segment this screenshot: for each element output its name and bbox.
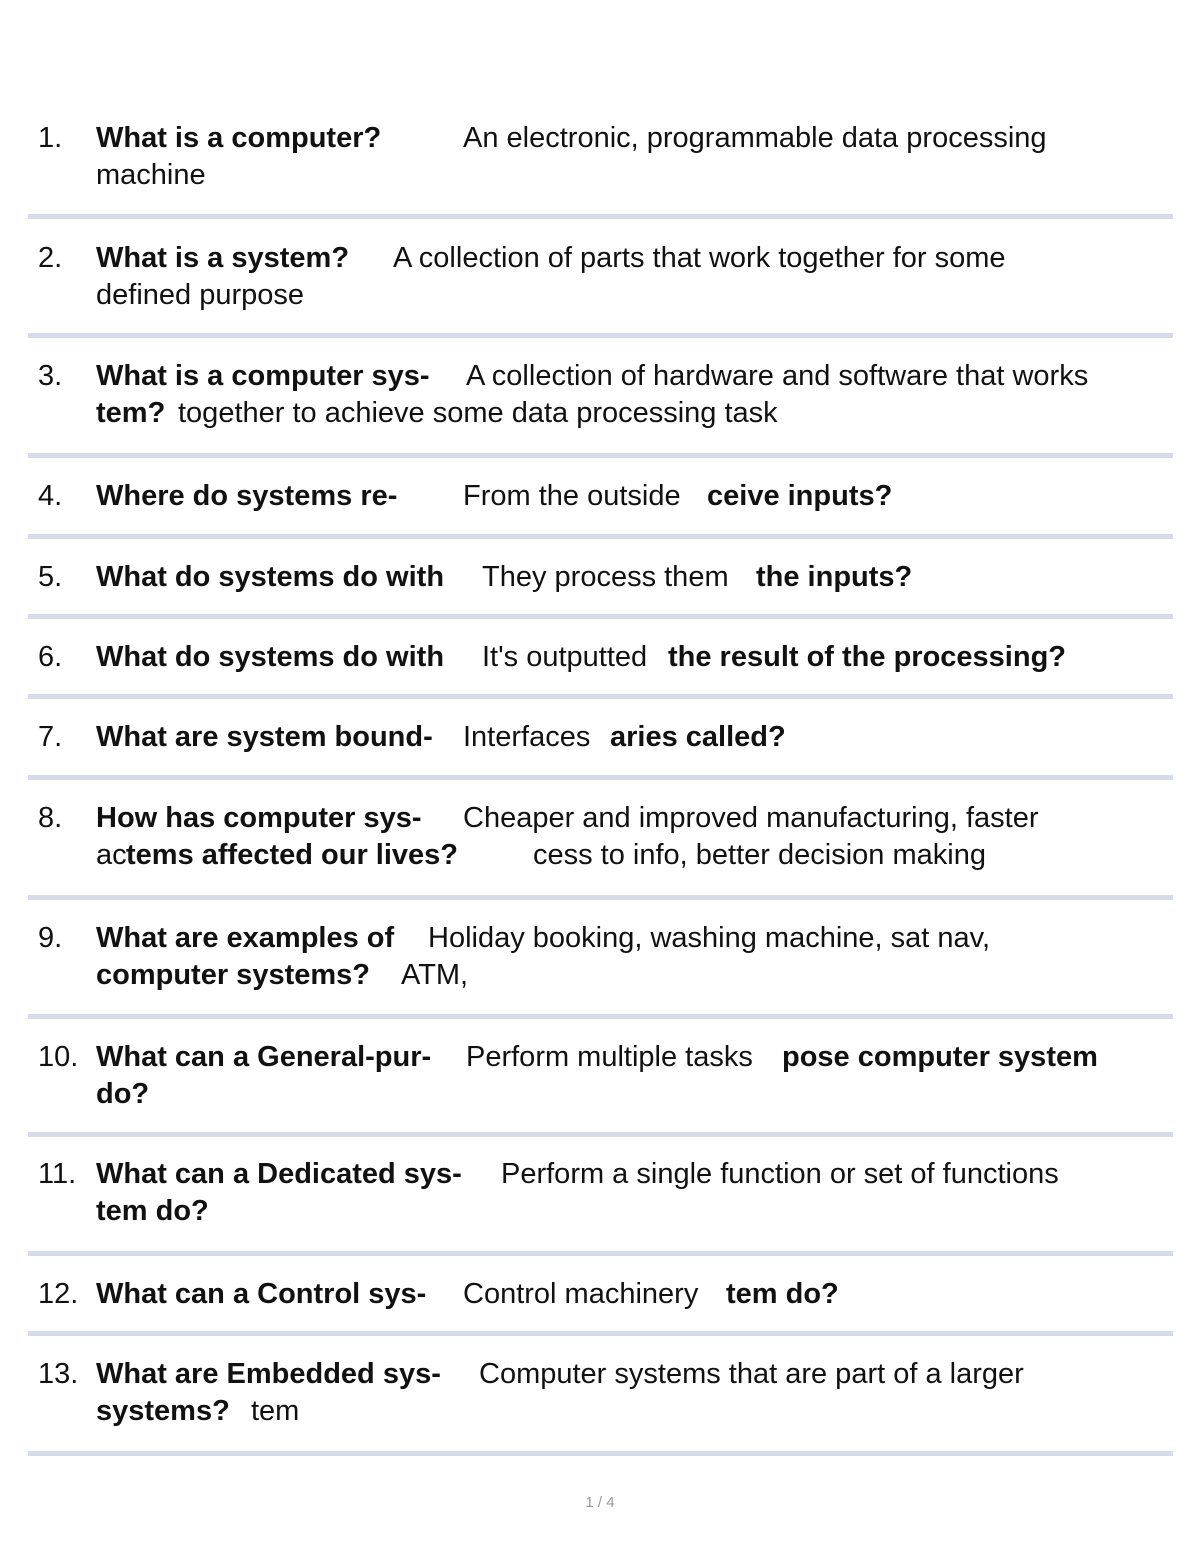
card-divider [28, 614, 1173, 619]
card-answer: Perform a single function or set of functions [501, 1158, 1059, 1190]
card-number: 3. [38, 360, 63, 392]
page-indicator: 1 / 4 [585, 1494, 615, 1511]
card-question-cont: tem do? [726, 1278, 839, 1310]
card-divider [28, 1451, 1173, 1456]
card-question: What can a Control sys- [96, 1278, 427, 1310]
card-answer: They process them [482, 561, 729, 593]
card-divider [28, 1251, 1173, 1256]
card-question: What is a computer? [96, 122, 382, 154]
card-divider [28, 333, 1173, 338]
card-number: 13. [38, 1358, 79, 1390]
card-question: What do systems do with [96, 561, 445, 593]
card-number: 1. [38, 122, 63, 154]
card-question-cont: the inputs? [756, 561, 913, 593]
card-question-cont: computer systems? [96, 959, 370, 991]
card-divider [28, 895, 1173, 900]
card-number: 6. [38, 641, 63, 673]
card-divider [28, 534, 1173, 539]
card-answer: Interfaces [463, 721, 591, 753]
card-question: How has computer sys- [96, 802, 422, 834]
card-answer: From the outside [463, 480, 681, 512]
card-question: What can a General-pur- [96, 1041, 432, 1073]
card-question-cont: tems affected our lives? [126, 839, 458, 871]
card-question: What are system bound- [96, 721, 433, 753]
card-number: 7. [38, 721, 63, 753]
card-answer: Cheaper and improved manufacturing, faster [463, 802, 1039, 834]
card-answer-cont: ATM, [401, 959, 469, 991]
card-number: 4. [38, 480, 63, 512]
card-answer-cont: ac [96, 839, 127, 871]
card-divider [28, 453, 1173, 458]
card-divider [28, 1014, 1173, 1019]
card-number: 11. [38, 1158, 77, 1190]
card-answer: Holiday booking, washing machine, sat nav, [428, 922, 991, 954]
card-question: What is a computer sys- [96, 360, 430, 392]
card-question: What can a Dedicated sys- [96, 1158, 462, 1190]
card-divider [28, 775, 1173, 780]
card-question-cont: do? [96, 1078, 150, 1110]
card-question-cont: tem do? [96, 1195, 209, 1227]
card-answer: It's outputted [482, 641, 648, 673]
card-answer-cont: defined purpose [96, 279, 304, 311]
card-number: 10. [38, 1041, 79, 1073]
card-answer-cont: together to achieve some data processing task [178, 397, 778, 429]
card-divider [28, 214, 1173, 219]
card-question: What are examples of [96, 922, 395, 954]
card-answer: A collection of hardware and software that works [466, 360, 1089, 392]
card-divider [28, 1132, 1173, 1137]
card-question: What do systems do with [96, 641, 445, 673]
card-number: 5. [38, 561, 63, 593]
card-question-cont: ceive inputs? [707, 480, 893, 512]
card-question: What is a system? [96, 242, 350, 274]
card-question: Where do systems re- [96, 480, 398, 512]
card-answer-cont: cess to info, better decision making [533, 839, 986, 871]
card-answer: Computer systems that are part of a larger [479, 1358, 1024, 1390]
card-answer: Perform multiple tasks [466, 1041, 753, 1073]
card-answer: A collection of parts that work together for some [393, 242, 1006, 274]
card-answer: Control machinery [463, 1278, 699, 1310]
card-question-cont: aries called? [610, 721, 786, 753]
card-question: What are Embedded sys- [96, 1358, 441, 1390]
card-question-cont: pose computer system [782, 1041, 1098, 1073]
card-answer-cont: machine [96, 159, 206, 191]
card-answer-cont: tem [251, 1395, 300, 1427]
card-number: 12. [38, 1278, 79, 1310]
card-question-cont: systems? [96, 1395, 230, 1427]
card-number: 9. [38, 922, 63, 954]
card-number: 8. [38, 802, 63, 834]
card-divider [28, 694, 1173, 699]
card-divider [28, 1331, 1173, 1336]
card-question-cont: tem? [96, 397, 166, 429]
card-question-cont: the result of the processing? [668, 641, 1066, 673]
card-answer: An electronic, programmable data processing [463, 122, 1047, 154]
card-number: 2. [38, 242, 63, 274]
